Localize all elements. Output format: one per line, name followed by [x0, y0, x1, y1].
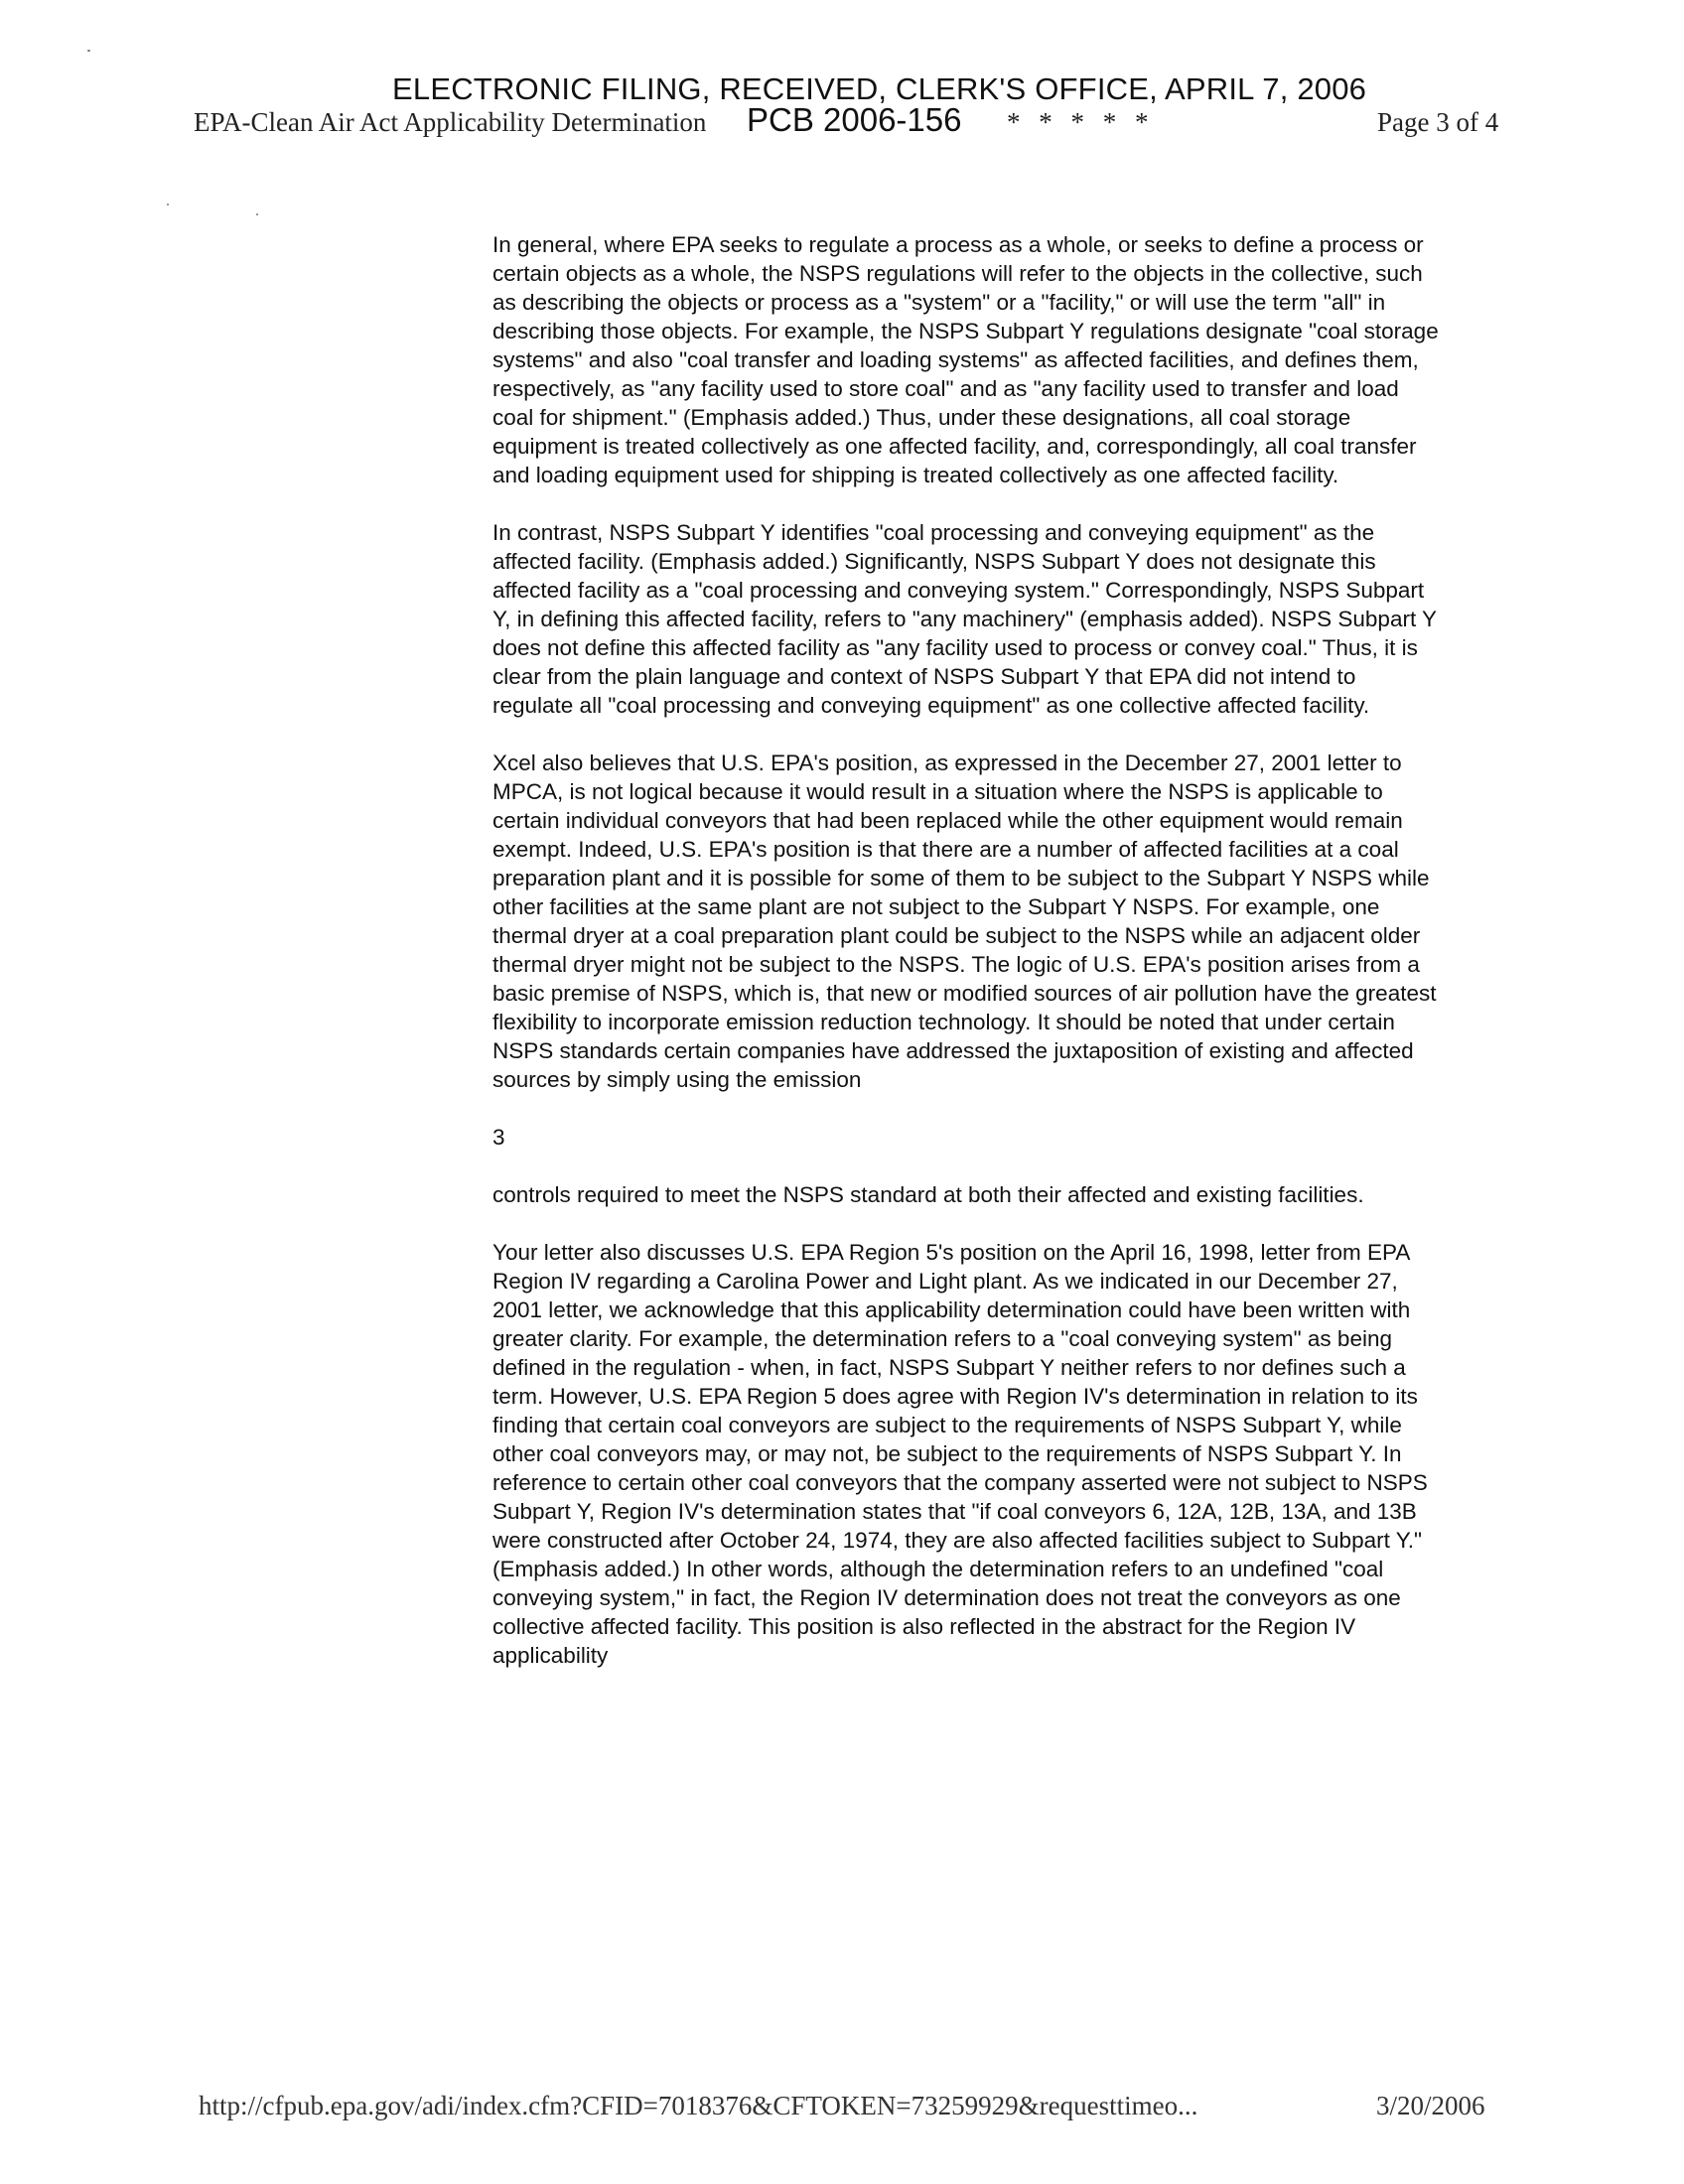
footer-url: http://cfpub.epa.gov/adi/index.cfm?CFID=7018376&CFTOKEN=73259929&requesttimeo... [199, 2091, 1198, 2120]
inner-page-number: 3 [492, 1125, 505, 1150]
paragraph: Xcel also believes that U.S. EPA's position, as expressed in the December 27, 2001 letter to MPCA, is not logical because it would result in a situation where the NSPS is applicable to certain individual conveyors that had been replaced while the other equipment would remain exempt. Indeed, U.S. EPA's position is that there are a number of affected facilities at a coal preparation plant and it is possible for some of them to be subject to the Subpart Y NSPS while other facilities at the same plant are not subject to the Subpart Y NSPS. For example, one thermal dryer at a coal preparation plant could be subject to the NSPS while an adjacent older thermal dryer might not be subject to the NSPS. The logic of U.S. EPA's position arises from a basic premise of NSPS, which is, that new or modified sources of air pollution have the greatest flexibility to incorporate emission reduction technology. It should be noted that under certain NSPS standards certain companies have addressed the juxtaposition of existing and affected sources by simply using the emission [492, 751, 1437, 1092]
paragraph: controls required to meet the NSPS standard at both their affected and existing facilities. [492, 1182, 1364, 1207]
scan-speck [256, 213, 258, 215]
scan-speck [87, 50, 90, 52]
filing-stamp: ELECTRONIC FILING, RECEIVED, CLERK'S OFFICE, APRIL 7, 2006 [392, 71, 1367, 106]
case-number: PCB 2006-156 [747, 101, 962, 138]
paragraph: In general, where EPA seeks to regulate a process as a whole, or seeks to define a process or certain objects as a whole, the NSPS regulations will refer to the objects in the collective, such as describing the objects or process as a "system" or a "facility," or will use the term "all" in describing those objects. For example, the NSPS Subpart Y regulations designate "coal storage systems" and also "coal transfer and loading systems" as affected facilities, and defines them, respectively, as "any facility used to store coal" and as "any facility used to transfer and load coal for shipment." (Emphasis added.) Thus, under these designations, all coal storage equipment is treated collectively as one affected facility, and, correspondingly, all coal transfer and loading equipment used for shipping is treated collectively as one affected facility. [492, 232, 1439, 487]
header-stars: * * * * * [1007, 107, 1155, 137]
scan-speck [167, 204, 169, 205]
page-header-title: EPA-Clean Air Act Applicability Determination [194, 107, 707, 137]
letter-body [492, 230, 1441, 1699]
paragraph: In contrast, NSPS Subpart Y identifies "coal processing and conveying equipment" as the affected facility. (Emphasis added.) Significantly, NSPS Subpart Y does not designate this affected facility as a "coal processing and conveying system." Correspondingly, NSPS Subpart Y, in defining this affected facility, refers to "any machinery" (emphasis added). NSPS Subpart Y does not define this affected facility as "any facility used to process or convey coal." Thus, it is clear from the plain language and context of NSPS Subpart Y that EPA did not intend to regulate all "coal processing and conveying equipment" as one collective affected facility. [492, 520, 1437, 718]
page-indicator: Page 3 of 4 [1377, 107, 1499, 137]
footer-date: 3/20/2006 [1376, 2091, 1485, 2120]
paragraph: Your letter also discusses U.S. EPA Region 5's position on the April 16, 1998, letter from EPA Region IV regarding a Carolina Power and Light plant. As we indicated in our December 27, 2001 letter, we acknowledge that this applicability determination could have been written with greater clarity. For example, the determination refers to a "coal conveying system" as being defined in the regulation - when, in fact, NSPS Subpart Y neither refers to nor defines such a term. However, U.S. EPA Region 5 does agree with Region IV's determination in relation to its finding that certain coal conveyors are subject to the requirements of NSPS Subpart Y, while other coal conveyors may, or may not, be subject to the requirements of NSPS Subpart Y. In reference to certain other coal conveyors that the company asserted were not subject to NSPS Subpart Y, Region IV's determination states that "if coal conveyors 6, 12A, 12B, 13A, and 13B were constructed after October 24, 1974, they are also affected facilities subject to Subpart Y." (Emphasis added.) In other words, although the determination refers to an undefined "coal conveying system," in fact, the Region IV determination does not treat the conveyors as one collective affected facility. This position is also reflected in the abstract for the Region IV applicability [492, 1240, 1428, 1668]
